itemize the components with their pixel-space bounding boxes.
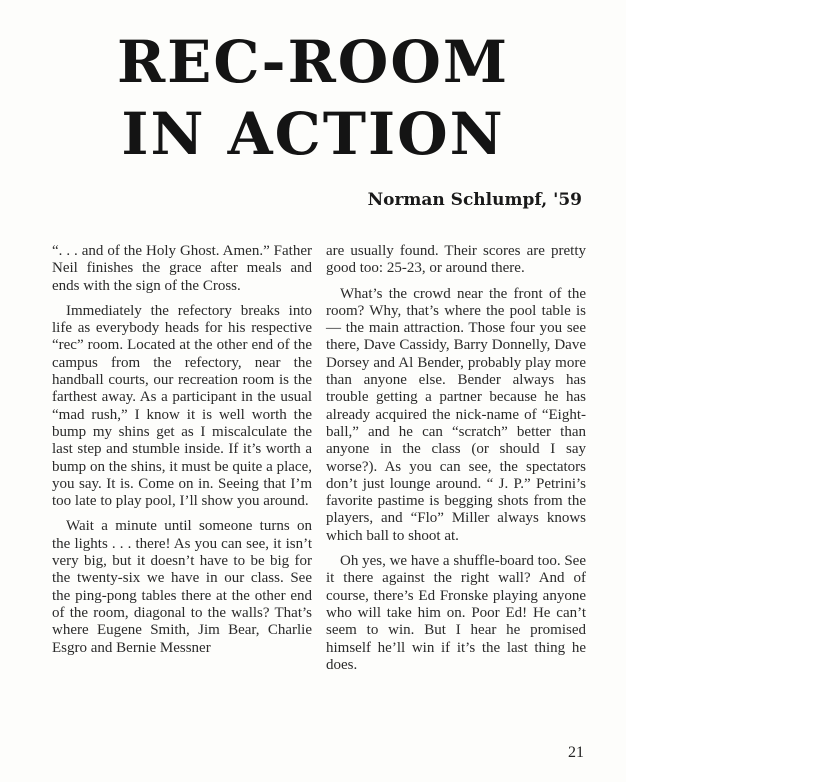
title-line-1: REC-ROOM xyxy=(116,28,510,96)
right-column xyxy=(326,243,586,682)
paragraph: Wait a minute until someone turns on the lights . . . there! As you can see, it isn’t very big, but it doesn’t have to be big for the twenty-six we have in our class. See the ping-pong tables there at the other end of the room, diagonal to the walls? That’s where Eugene Smith, Jim Bear, Charlie Esgro and Bernie Messner xyxy=(52,518,312,656)
paragraph: are usually found. Their scores are pretty good too: 25-23, or around there. xyxy=(326,243,586,277)
paragraph: “. . . and of the Holy Ghost. Amen.” Father Neil finishes the grace after meals and ends with the sign of the Cross. xyxy=(52,243,312,294)
paragraph: Immediately the refectory breaks into life as everybody heads for his respective “rec” room. Located at the other end of the campus from the refectory, near the handball courts, our recreation room is the farthest away. As a participant in the usual “mad rush,” I know it is well worth the bump my shins get as I miscalculate the last step and stumble inside. If it’s worth a bump on the shins, it must be quite a place, you say. It is. Come on in. Seeing that I’m too late to play pool, I’ll show you around. xyxy=(52,302,312,510)
page-number: 21 xyxy=(568,744,584,761)
paragraph: Oh yes, we have a shuffle-board too. See it there against the right wall? And of course, there’s Ed Fronske playing anyone who will take him on. Poor Ed! He can’t seem to win. But I hear he promised himself he’ll win if it’s the last thing he does. xyxy=(326,553,586,673)
left-column xyxy=(52,243,312,665)
author-byline: Norman Schlumpf, '59 xyxy=(367,190,582,210)
paragraph: What’s the crowd near the front of the room? Why, that’s where the pool table is — the main attraction. Those four you see there, Dave Cassidy, Barry Donnelly, Dave Dorsey and Al Bender, probably play more than anyone else. Bender always has trouble getting a partner because he has already acquired the nick-name of “Eight-ball,” and he can “scratch” better than anyone in the class (or should I say worse?). As you can see, the spectators don’t just lounge around. “ J. P.” Petrini’s favorite pastime is begging shots from the players, and “Flo” Miller always knows which ball to shoot at. xyxy=(326,285,586,544)
title-line-2: IN ACTION xyxy=(121,100,505,168)
